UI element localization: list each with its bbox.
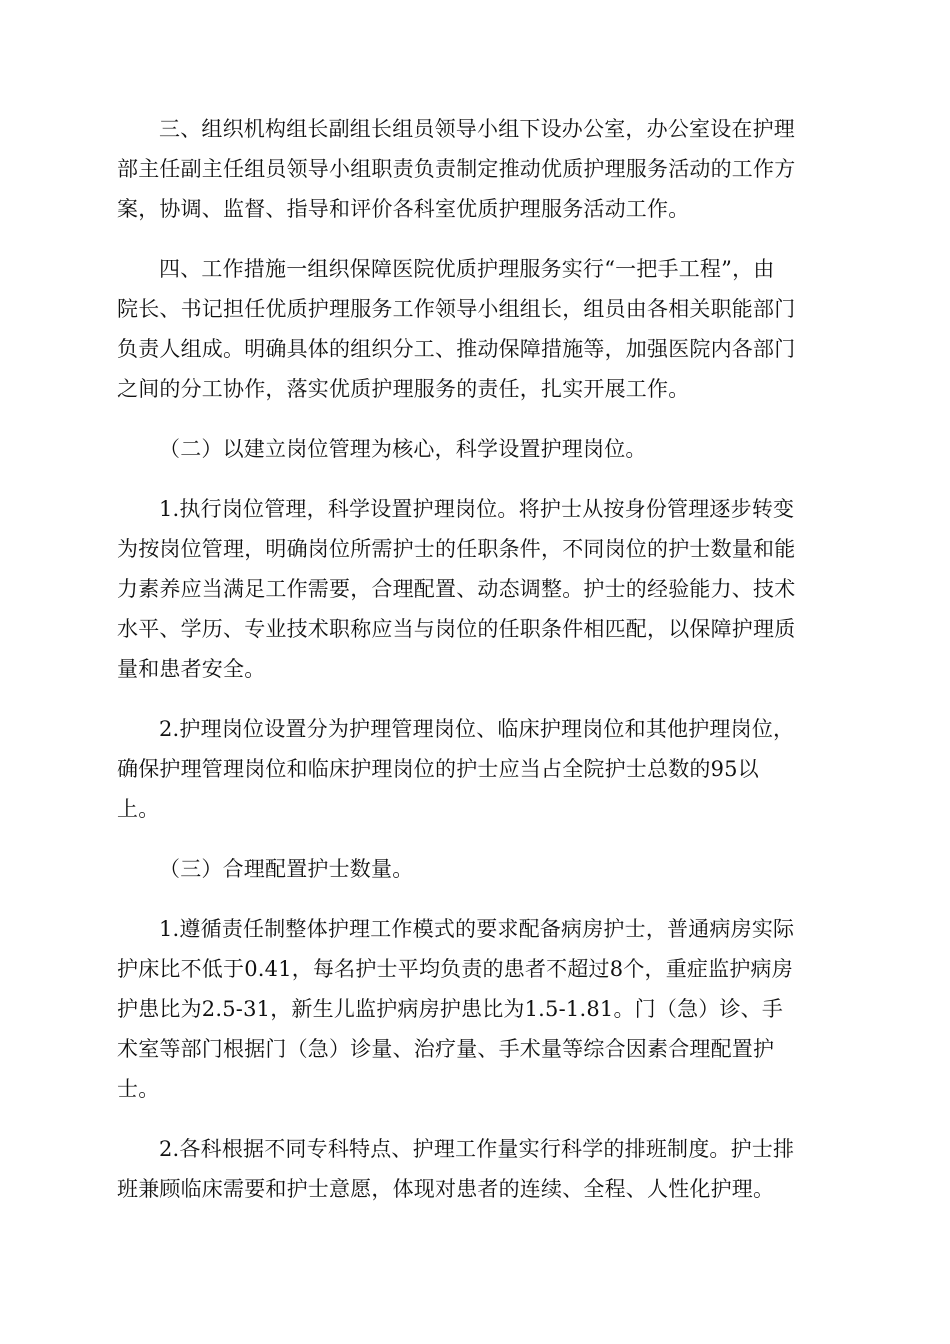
text-line: 确保护理管理岗位和临床护理岗位的护士应当占全院护士总数的95以 bbox=[117, 757, 759, 781]
text-line: 士。 bbox=[117, 1077, 160, 1101]
paragraph-organization bbox=[117, 109, 833, 229]
text-line: 为按岗位管理，明确岗位所需护士的任职条件，不同岗位的护士数量和能 bbox=[117, 537, 796, 561]
text-line: 四、工作措施一组织保障医院优质护理服务实行“一把手工程”，由 bbox=[159, 257, 775, 281]
text-line: 2.护理岗位设置分为护理管理岗位、临床护理岗位和其他护理岗位， bbox=[159, 717, 795, 741]
document-body bbox=[117, 109, 833, 1229]
text-line: 案，协调、监督、指导和评价各科室优质护理服务活动工作。 bbox=[117, 197, 690, 221]
text-line: 力素养应当满足工作需要，合理配置、动态调整。护士的经验能力、技术 bbox=[117, 577, 796, 601]
section-heading-nurse-staffing bbox=[117, 849, 833, 889]
text-line: 1.执行岗位管理，科学设置护理岗位。将护士从按身份管理逐步转变 bbox=[159, 497, 795, 521]
text-line: 班兼顾临床需要和护士意愿，体现对患者的连续、全程、人性化护理。 bbox=[117, 1177, 775, 1201]
text-line: 护患比为2.5-31，新生儿监护病房护患比为1.5-1.81。门（急）诊、手 bbox=[117, 997, 784, 1021]
text-line: 部主任副主任组员领导小组职责负责制定推动优质护理服务活动的工作方 bbox=[117, 157, 796, 181]
paragraph-staffing-2 bbox=[117, 1129, 833, 1209]
text-line: 护床比不低于0.41，每名护士平均负责的患者不超过8个，重症监护病房 bbox=[117, 957, 793, 981]
text-line: 院长、书记担任优质护理服务工作领导小组组长，组员由各相关职能部门 bbox=[117, 297, 796, 321]
text-line: （二）以建立岗位管理为核心，科学设置护理岗位。 bbox=[159, 437, 647, 461]
text-line: 之间的分工协作，落实优质护理服务的责任，扎实开展工作。 bbox=[117, 377, 690, 401]
text-line: 水平、学历、专业技术职称应当与岗位的任职条件相匹配，以保障护理质 bbox=[117, 617, 796, 641]
text-line: 术室等部门根据门（急）诊量、治疗量、手术量等综合因素合理配置护 bbox=[117, 1037, 775, 1061]
text-line: 负责人组成。明确具体的组织分工、推动保障措施等，加强医院内各部门 bbox=[117, 337, 796, 361]
text-line: （三）合理配置护士数量。 bbox=[159, 857, 414, 881]
paragraph-post-management-1 bbox=[117, 489, 833, 689]
paragraph-post-management-2 bbox=[117, 709, 833, 829]
section-heading-post-management bbox=[117, 429, 833, 469]
text-line: 量和患者安全。 bbox=[117, 657, 266, 681]
text-line: 1.遵循责任制整体护理工作模式的要求配备病房护士，普通病房实际 bbox=[159, 917, 795, 941]
text-line: 三、组织机构组长副组长组员领导小组下设办公室，办公室设在护理 bbox=[159, 117, 795, 141]
paragraph-work-measures bbox=[117, 249, 833, 409]
paragraph-staffing-1 bbox=[117, 909, 833, 1109]
text-line: 上。 bbox=[117, 797, 160, 821]
text-line: 2.各科根据不同专科特点、护理工作量实行科学的排班制度。护士排 bbox=[159, 1137, 795, 1161]
